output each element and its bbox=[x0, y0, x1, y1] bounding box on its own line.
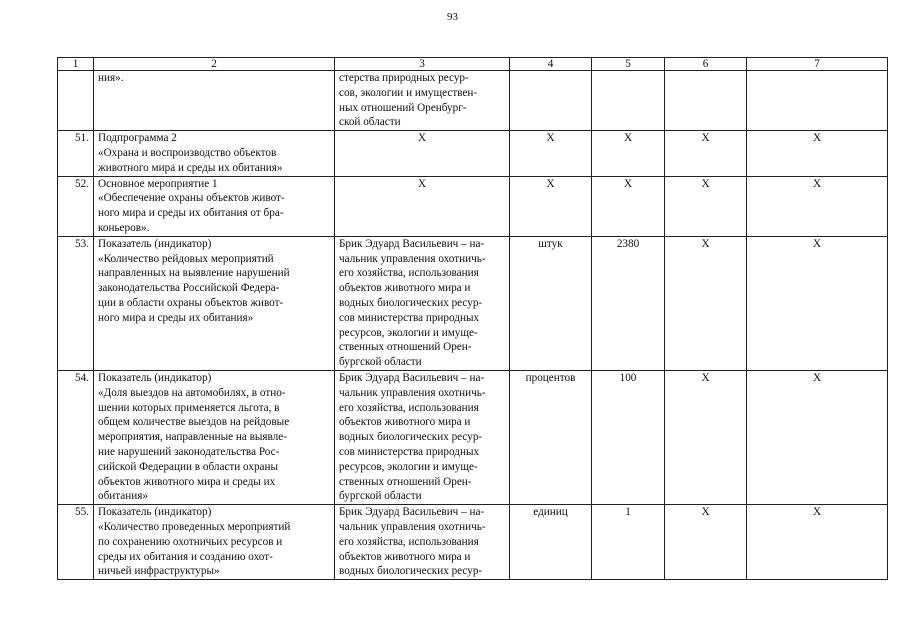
text-line: водных биологических ресур- bbox=[339, 431, 483, 444]
text-line: «Охрана и воспроизводство объектов bbox=[98, 146, 277, 159]
table-row bbox=[58, 505, 888, 580]
text-line: Показатель (индикатор) bbox=[98, 506, 212, 519]
text-line: объектов животного мира и bbox=[339, 550, 471, 563]
text-line: ние нарушений законодательства Рос- bbox=[98, 445, 280, 458]
text-line: Брик Эдуард Васильевич – на- bbox=[339, 371, 485, 384]
text-line: стерства природных ресур- bbox=[339, 72, 469, 84]
column-header: 6 bbox=[665, 58, 747, 71]
responsible-person bbox=[335, 505, 510, 580]
value-col-5 bbox=[592, 71, 665, 131]
indicator-name bbox=[94, 176, 335, 236]
value-col-6: X bbox=[665, 505, 747, 580]
text-line: чальник управления охотничь- bbox=[339, 386, 486, 399]
text-line: коньеров». bbox=[98, 221, 150, 234]
indicator-name bbox=[94, 71, 335, 131]
column-header: 3 bbox=[335, 58, 510, 71]
text-line: чальник управления охотничь- bbox=[339, 252, 486, 265]
column-header: 4 bbox=[510, 58, 592, 71]
column-header: 7 bbox=[747, 58, 888, 71]
page-number: 93 bbox=[447, 11, 458, 23]
text-line: ресурсов, экологии и имуще- bbox=[339, 326, 478, 339]
text-line: ного мира и среды их обитания» bbox=[98, 311, 254, 324]
value-col-5: 2380 bbox=[592, 236, 665, 370]
row-number: 55. bbox=[58, 505, 94, 580]
indicator-name bbox=[94, 236, 335, 370]
table-row bbox=[58, 131, 888, 176]
value-col-5: X bbox=[592, 176, 665, 236]
text-line: ственных отношений Орен- bbox=[339, 475, 472, 488]
value-col-6: X bbox=[665, 176, 747, 236]
responsible-person bbox=[335, 176, 510, 236]
text-line: по сохранению охотничьих ресурсов и bbox=[98, 535, 283, 548]
text-line: бургской области bbox=[339, 490, 422, 503]
text-line: ных отношений Оренбург- bbox=[339, 101, 467, 114]
column-header: 5 bbox=[592, 58, 665, 71]
unit-of-measure: процентов bbox=[510, 370, 592, 504]
unit-of-measure: штук bbox=[510, 236, 592, 370]
value-col-5: 100 bbox=[592, 370, 665, 504]
column-header: 2 bbox=[94, 58, 335, 71]
table-header-row bbox=[58, 58, 888, 71]
text-line: водных биологических ресур- bbox=[339, 565, 483, 578]
text-line: его хозяйства, использования bbox=[339, 401, 479, 414]
text-line: ской области bbox=[339, 116, 401, 129]
text-line: X bbox=[417, 132, 427, 145]
text-line: законодательства Российской Федера- bbox=[98, 282, 280, 295]
responsible-person bbox=[335, 71, 510, 131]
text-line: сов министерства природных bbox=[339, 445, 480, 458]
text-line: объектов животного мира и bbox=[339, 282, 471, 295]
value-col-5: X bbox=[592, 131, 665, 176]
text-line: его хозяйства, использования bbox=[339, 535, 479, 548]
row-number: 52. bbox=[58, 176, 94, 236]
text-line: животного мира и среды их обитания» bbox=[98, 161, 283, 174]
value-col-7: X bbox=[747, 370, 888, 504]
text-line: «Количество проведенных мероприятий bbox=[98, 520, 291, 533]
value-col-6 bbox=[665, 71, 747, 131]
value-col-6: X bbox=[665, 131, 747, 176]
row-number: 51. bbox=[58, 131, 94, 176]
value-col-7: X bbox=[747, 505, 888, 580]
text-line: шении которых применяется льгота, в bbox=[98, 401, 280, 414]
text-line: сов министерства природных bbox=[339, 311, 480, 324]
text-line: среды их обитания и созданию охот- bbox=[98, 550, 273, 563]
indicator-name bbox=[94, 131, 335, 176]
text-line: Брик Эдуард Васильевич – на- bbox=[339, 237, 485, 250]
text-line: ния». bbox=[98, 72, 124, 84]
table-row bbox=[58, 176, 888, 236]
text-line: чальник управления охотничь- bbox=[339, 520, 486, 533]
text-line: объектов животного мира и среды их bbox=[98, 475, 276, 488]
table-row bbox=[58, 370, 888, 504]
text-line: мероприятия, направленные на выявле- bbox=[98, 431, 287, 444]
unit-of-measure: X bbox=[510, 131, 592, 176]
text-line: ции в области охраны объектов живот- bbox=[98, 296, 284, 309]
table-row bbox=[58, 236, 888, 370]
unit-of-measure: X bbox=[510, 176, 592, 236]
text-line: обитания» bbox=[98, 490, 148, 503]
responsible-person bbox=[335, 236, 510, 370]
unit-of-measure: единиц bbox=[510, 505, 592, 580]
unit-of-measure bbox=[510, 71, 592, 131]
text-line: бургской области bbox=[339, 356, 422, 369]
responsible-person bbox=[335, 370, 510, 504]
row-number bbox=[58, 71, 94, 131]
indicator-name bbox=[94, 505, 335, 580]
value-col-7 bbox=[747, 71, 888, 131]
text-line: сийской Федерации в области охраны bbox=[98, 460, 279, 473]
text-line: ничьей инфраструктуры» bbox=[98, 565, 220, 578]
text-line: водных биологических ресур- bbox=[339, 296, 483, 309]
table-row bbox=[58, 71, 888, 131]
value-col-7: X bbox=[747, 176, 888, 236]
text-line: Подпрограмма 2 bbox=[98, 132, 177, 145]
value-col-7: X bbox=[747, 236, 888, 370]
value-col-7: X bbox=[747, 131, 888, 176]
text-line: его хозяйства, использования bbox=[339, 267, 479, 280]
text-line: ресурсов, экологии и имуще- bbox=[339, 460, 478, 473]
row-number: 53. bbox=[58, 236, 94, 370]
text-line: «Доля выездов на автомобилях, в отно- bbox=[98, 386, 286, 399]
text-line: X bbox=[417, 177, 427, 190]
text-line: «Обеспечение охраны объектов живот- bbox=[98, 192, 285, 205]
indicator-table bbox=[57, 57, 888, 580]
column-header: 1 bbox=[58, 58, 94, 71]
text-line: направленных на выявление нарушений bbox=[98, 267, 290, 280]
value-col-6: X bbox=[665, 370, 747, 504]
text-line: Показатель (индикатор) bbox=[98, 237, 212, 250]
text-line: сов, экологии и имуществен- bbox=[339, 86, 478, 99]
responsible-person bbox=[335, 131, 510, 176]
text-line: Брик Эдуард Васильевич – на- bbox=[339, 506, 485, 519]
text-line: общем количестве выездов на рейдовые bbox=[98, 416, 290, 429]
text-line: Показатель (индикатор) bbox=[98, 371, 212, 384]
text-line: ственных отношений Орен- bbox=[339, 341, 472, 354]
row-number: 54. bbox=[58, 370, 94, 504]
value-col-6: X bbox=[665, 236, 747, 370]
text-line: ного мира и среды их обитания от бра- bbox=[98, 207, 284, 220]
value-col-5: 1 bbox=[592, 505, 665, 580]
text-line: Основное мероприятие 1 bbox=[98, 177, 218, 190]
indicator-name bbox=[94, 370, 335, 504]
text-line: объектов животного мира и bbox=[339, 416, 471, 429]
text-line: «Количество рейдовых мероприятий bbox=[98, 252, 274, 265]
